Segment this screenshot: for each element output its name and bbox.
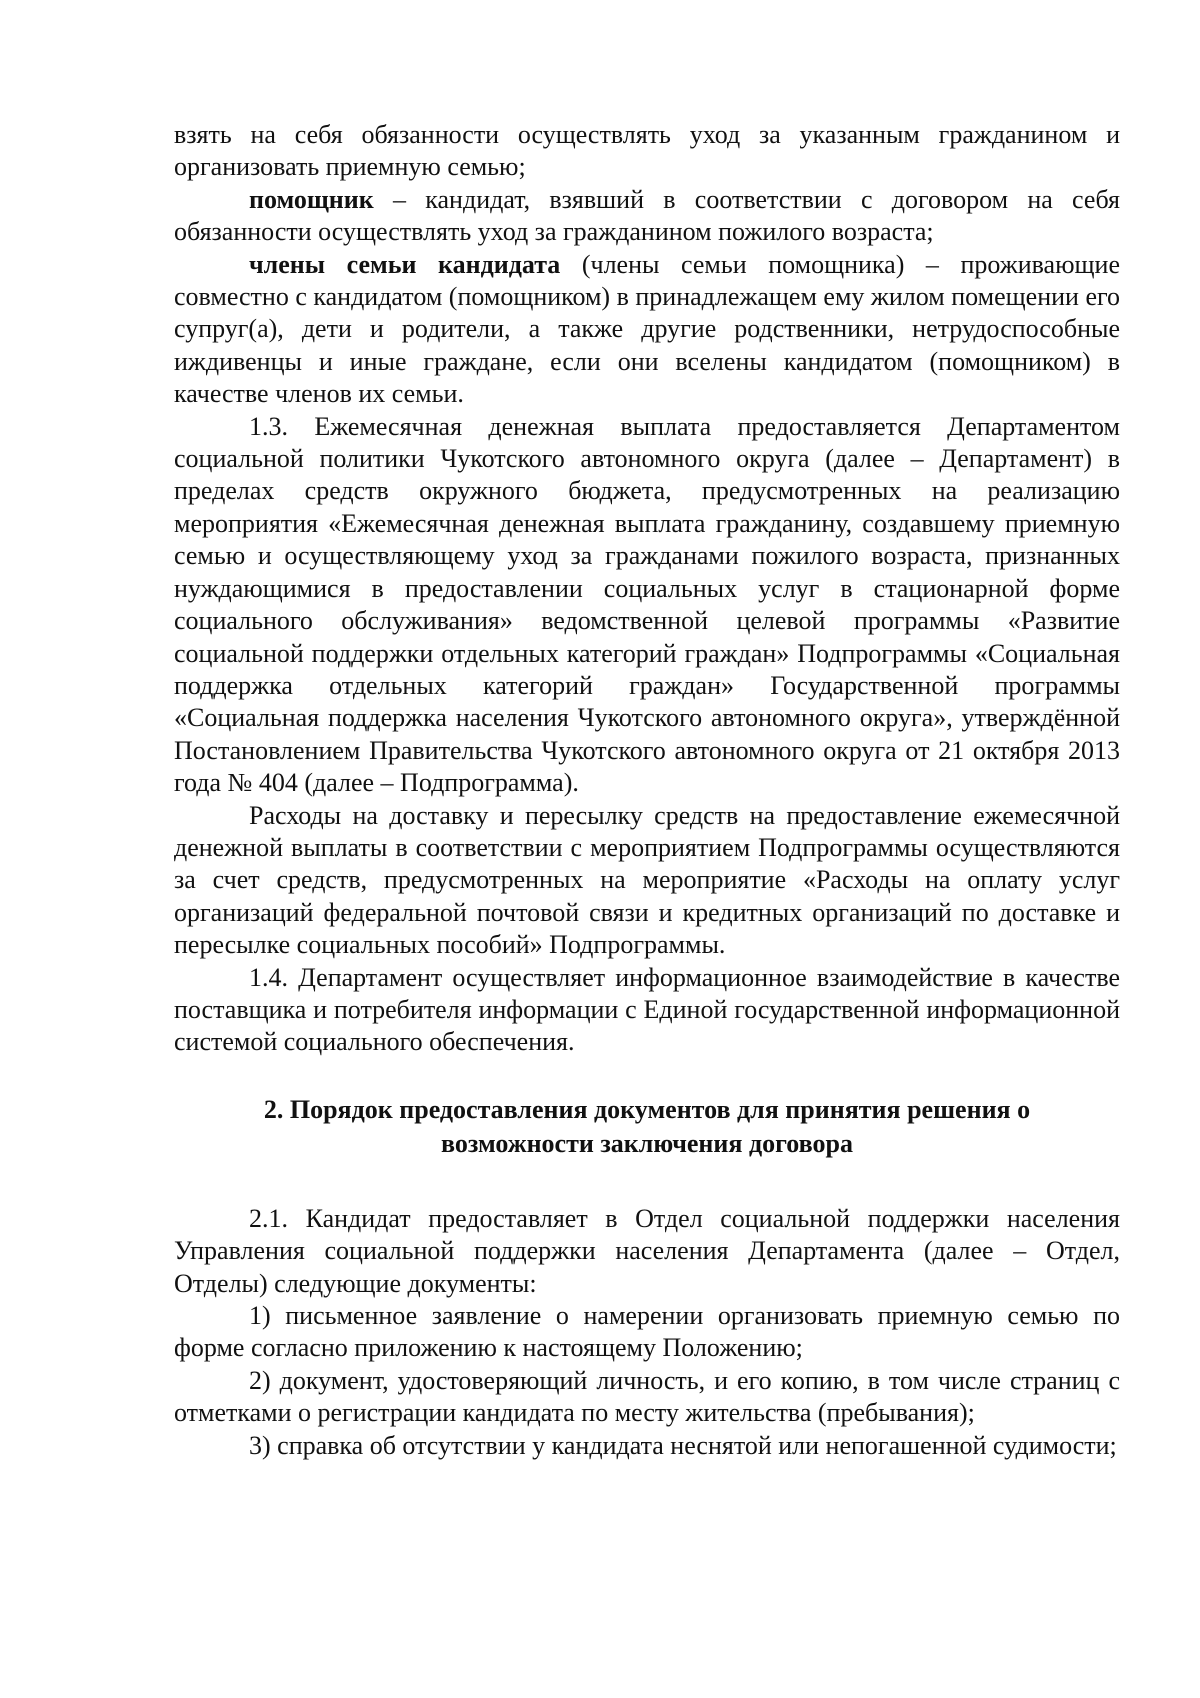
section-heading: [174, 1093, 1120, 1161]
term-helper: помощник: [249, 184, 374, 214]
definition-family-members: [174, 249, 1120, 411]
list-item-2: 2) документ, удостоверяющий личность, и его копию, в том числе страниц с отметками о регистрации кандидата по месту жительства (пребывания);: [174, 1365, 1120, 1428]
paragraph-expenses: Расходы на доставку и пересылку средств на предоставление ежемесячной денежной выплаты в соответствии с мероприятием Подпрограммы осуществляются за счет средств, предусмотренных на мероприятие «Расходы на оплату услуг организаций федеральной почтовой связи и кредитных организаций по доставке и пересылке социальных пособий» Подпрограммы.: [174, 800, 1120, 960]
definition-helper-text: – кандидат, взявший в соответствии с договором на себя обязанности осуществлять уход за гражданином пожилого возраста;: [174, 184, 1120, 247]
list-item-3: 3) справка об отсутствии у кандидата неснятой или непогашенной судимости;: [249, 1430, 1117, 1460]
clause-1-4: 1.4. Департамент осуществляет информационное взаимодействие в качестве поставщика и потребителя информации с Единой государственной информационной системой социального обеспечения.: [174, 962, 1120, 1057]
clause-1-3: 1.3. Ежемесячная денежная выплата предоставляется Департаментом социальной политики Чукотского автономного округа (далее – Департамент) в пределах средств окружного бюджета, предусмотренных на реализацию мероприятия «Ежемесячная денежная выплата гражданину, создавшему приемную семью и осуществляющему уход за гражданами пожилого возраста, признанных нуждающимися в предоставлении социальных услуг в стационарной форме социального обслуживания» ведомственной целевой программы «Развитие социальной поддержки отдельных категорий граждан» Подпрограммы «Социальная поддержка отдельных категорий граждан» Государственной программы «Социальная поддержка населения Чукотского автономного округа», утверждённой Постановлением Правительства Чукотского автономного округа от 21 октября 2013 года № 404 (далее – Подпрограмма).: [174, 411, 1120, 798]
term-family-members: члены семьи кандидата: [249, 249, 561, 279]
section-heading-line-2: возможности заключения договора: [441, 1128, 853, 1158]
paragraph-continuation: взять на себя обязанности осуществлять уход за указанным гражданином и организовать приемную семью;: [174, 120, 1120, 182]
definition-helper: [174, 184, 1120, 249]
list-item-1: 1) письменное заявление о намерении организовать приемную семью по форме согласно приложению к настоящему Положению;: [174, 1301, 1120, 1363]
clause-2-1: 2.1. Кандидат предоставляет в Отдел социальной поддержки населения Управления социальной поддержки населения Департамента (далее – Отдел, Отделы) следующие документы:: [174, 1203, 1120, 1298]
definition-family-members-text: (члены семьи помощника) – проживающие совместно с кандидатом (помощником) в принадлежащем ему жилом помещении его супруг(а), дети и родители, а также другие родственники, нетрудоспособные иждивенцы и иные граждане, если они вселены кандидатом (помощником) в качестве членов их семьи.: [174, 249, 1120, 409]
section-heading-line-1: 2. Порядок предоставления документов для принятия решения о: [263, 1094, 1031, 1124]
